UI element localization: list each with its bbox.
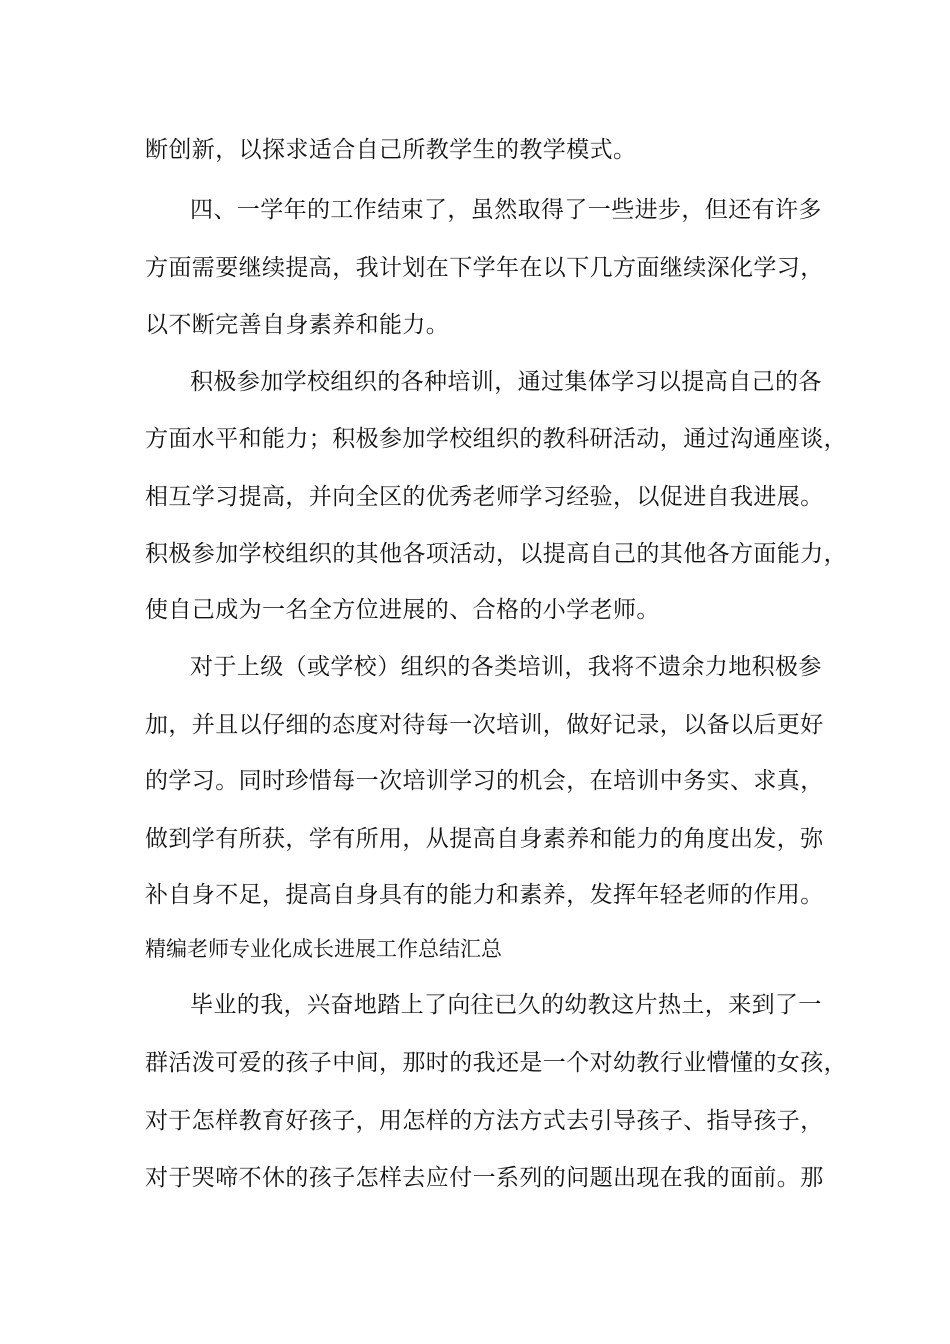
text-line: 断创新，以探求适合自己所教学生的教学模式。 [145, 137, 637, 163]
text-line: 的学习。同时珍惜每一次培训学习的机会，在培训中务实、求真， [145, 768, 824, 794]
text-line: 对于哭啼不休的孩子怎样去应付一系列的问题出现在我的面前。那 [145, 1165, 824, 1191]
text-line: 方面需要继续提高，我计划在下学年在以下几方面继续深化学习， [145, 255, 824, 281]
text-line: 四、一学年的工作结束了，虽然取得了一些进步，但还有许多 [190, 197, 822, 223]
text-line: 相互学习提高，并向全区的优秀老师学习经验，以促进自我进展。 [145, 484, 824, 510]
text-line: 以不断完善自身素养和能力。 [145, 312, 450, 338]
text-line: 方面水平和能力；积极参加学校组织的教科研活动，通过沟通座谈， [145, 426, 847, 452]
text-line: 积极参加学校组织的各种培训，通过集体学习以提高自己的各 [190, 369, 822, 395]
text-line: 使自己成为一名全方位进展的、合格的小学老师。 [145, 597, 660, 623]
text-line: 群活泼可爱的孩子中间，那时的我还是一个对幼教行业懵懂的女孩， [145, 1050, 847, 1076]
text-line: 对于怎样教育好孩子，用怎样的方法方式去引导孩子、指导孩子， [145, 1108, 824, 1134]
text-line: 积极参加学校组织的其他各项活动，以提高自己的其他各方面能力， [145, 541, 847, 567]
text-line: 做到学有所获，学有所用，从提高自身素养和能力的角度出发，弥 [145, 826, 824, 852]
section-title: 精编老师专业化成长进展工作总结汇总 [145, 937, 502, 961]
text-line: 对于上级（或学校）组织的各类培训，我将不遗余力地积极参 [190, 654, 822, 680]
text-line: 毕业的我，兴奋地踏上了向往已久的幼教这片热土，来到了一 [190, 992, 822, 1018]
text-line: 加，并且以仔细的态度对待每一次培训，做好记录，以备以后更好 [145, 712, 824, 738]
text-line: 补自身不足，提高自身具有的能力和素养，发挥年轻老师的作用。 [145, 882, 824, 908]
